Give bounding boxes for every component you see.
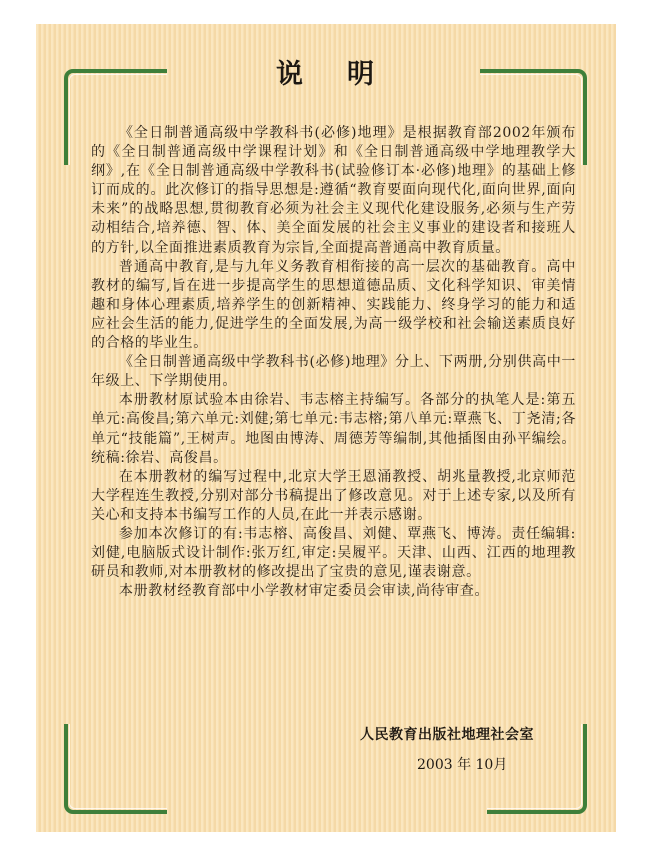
signature-organization: 人民教育出版社地理社会室 (360, 727, 534, 743)
signature-date: 2003 年 10月 (417, 757, 508, 773)
corner-bracket-bottom-left (64, 724, 167, 814)
document-body (91, 124, 576, 601)
paragraph-4: 本册教材原试验本由徐岩、韦志榕主持编写。各部分的执笔人是:第五单元:高俊昌;第六单元:刘健;第七单元:韦志榕;第八单元:覃燕飞、丁尧清;各单元“技能篇”,王树声。地图由博涛、周德芳等编制,其他插图由孙平编绘。统稿:徐岩、高俊昌。 (91, 392, 576, 466)
page-title: 说明 (276, 59, 418, 90)
paragraph-1: 《全日制普通高级中学教科书(必修)地理》是根据教育部2002年颁布的《全日制普通高级中学课程计划》和《全日制普通高级中学地理教学大纲》,在《全日制普通高级中学教科书(试验修订本·必修)地理》的基础上修订而成的。此次修订的指导思想是:遵循“教育要面向现代化,面向世界,面向未来”的战略思想,贯彻教育必须为社会主义现代化建设服务,必须与生产劳动相结合,培养德、智、体、美全面发展的社会主义事业的建设者和接班人的方针,以全面推进素质教育为宗旨,全面提高普通高中教育质量。 (91, 125, 576, 256)
paragraph-5: 在本册教材的编写过程中,北京大学王恩涌教授、胡兆量教授,北京师范大学程连生教授,分别对部分书稿提出了修改意见。对于上述专家,以及所有关心和支持本书编写工作的人员,在此一并表示感谢。 (91, 468, 576, 523)
paragraph-2: 普通高中教育,是与九年义务教育相衔接的高一层次的基础教育。高中教材的编写,旨在进一步提高学生的思想道德品质、文化科学知识、审美情趣和身体心理素质,培养学生的创新精神、实践能力、终身学习的能力和适应社会生活的能力,促进学生的全面发展,为高一级学校和社会输送素质良好的合格的毕业生。 (91, 258, 576, 352)
signature-block (360, 724, 560, 774)
paragraph-6: 参加本次修订的有:韦志榕、高俊昌、刘健、覃燕飞、博涛。责任编辑:刘健,电脑版式设计制作:张万红,审定:吴履平。天津、山西、江西的地理教研员和教师,对本册教材的修改提出了宝贵的意见,谨表谢意。 (91, 525, 576, 581)
paragraph-3: 《全日制普通高级中学教科书(必修)地理》分上、下两册,分别供高中一年级上、下学期使用。 (91, 354, 576, 390)
paragraph-7: 本册教材经教育部中小学教材审定委员会审读,尚待审查。 (119, 583, 490, 600)
